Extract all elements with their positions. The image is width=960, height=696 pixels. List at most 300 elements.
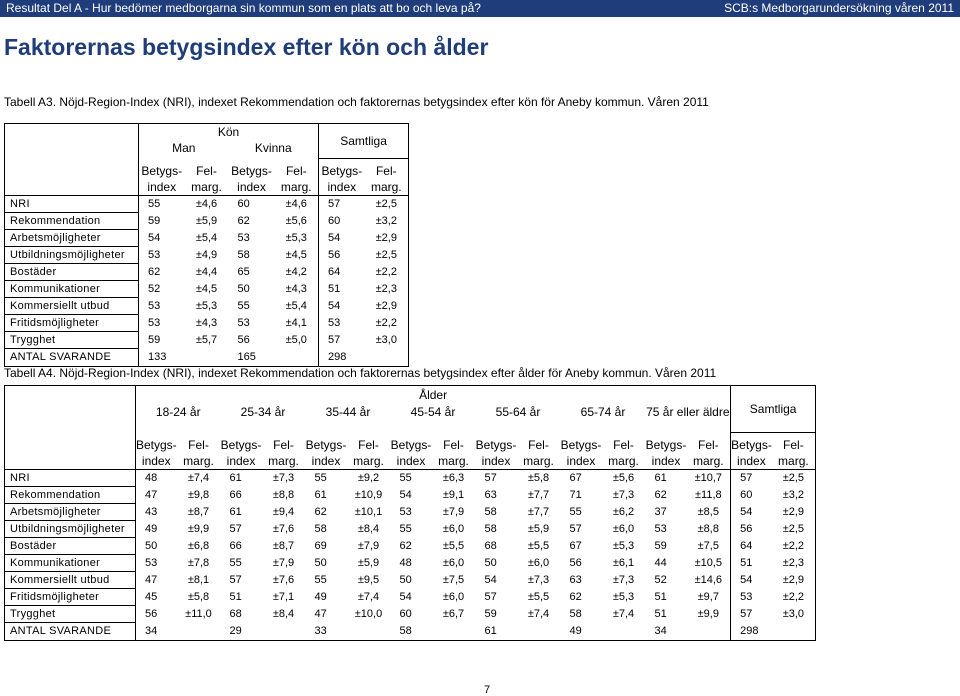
index-value: 51 bbox=[654, 591, 667, 603]
subheader-line: Betygs- bbox=[305, 437, 347, 452]
subheader-line: Fel- bbox=[285, 163, 307, 178]
index-value: 68 bbox=[484, 540, 497, 552]
subheader-line: Fel- bbox=[697, 437, 719, 452]
margin-value bbox=[365, 349, 409, 367]
index-value: 49 bbox=[136, 521, 177, 538]
index-value: 60 bbox=[319, 213, 365, 230]
table-corner bbox=[5, 124, 139, 196]
margin-value: ±6,3 bbox=[442, 472, 465, 484]
margin-value: ±9,1 bbox=[442, 489, 465, 501]
table-row bbox=[5, 264, 409, 281]
index-value: 29 bbox=[221, 623, 262, 641]
table-row bbox=[5, 195, 409, 213]
row-label: Trygghet bbox=[5, 332, 139, 349]
index-value: 51 bbox=[319, 281, 365, 298]
index-value: 57 bbox=[484, 472, 497, 484]
group-header: Ålder bbox=[136, 386, 731, 405]
subheader-felmarg bbox=[177, 432, 221, 469]
row-label: Rekommendation bbox=[5, 213, 139, 230]
row-label: Arbetsmöjligheter bbox=[5, 504, 136, 521]
subheader-line: Fel- bbox=[358, 437, 379, 452]
group-name: 45-54 år bbox=[410, 405, 456, 419]
index-value: 61 bbox=[314, 489, 327, 501]
margin-value: ±10,7 bbox=[694, 472, 723, 484]
margin-value: ±7,7 bbox=[527, 489, 550, 501]
index-value: 53 bbox=[237, 232, 250, 244]
subheader-line: index bbox=[566, 453, 596, 468]
table-row bbox=[5, 521, 816, 538]
index-value: 50 bbox=[237, 283, 250, 295]
index-value: 54 bbox=[731, 572, 772, 589]
subheader-line: Fel- bbox=[188, 437, 209, 452]
index-value: 54 bbox=[399, 591, 412, 603]
index-value: 58 bbox=[484, 506, 497, 518]
table-row bbox=[5, 247, 409, 264]
subheader-line: Fel- bbox=[196, 163, 217, 178]
header-left-text: Resultat Del A - Hur bedömer medborgarna sin kommun som en plats att bo och leva på? bbox=[6, 1, 481, 15]
subheader-line: index bbox=[237, 179, 266, 194]
subheader-line: index bbox=[651, 453, 681, 468]
index-value: 59 bbox=[139, 332, 185, 349]
index-value: 62 bbox=[314, 506, 327, 518]
margin-value: ±7,4 bbox=[527, 608, 550, 620]
group-name: Man bbox=[139, 140, 229, 158]
margin-value: ±8,1 bbox=[187, 574, 210, 586]
index-value: 62 bbox=[237, 215, 250, 227]
margin-value: ±2,2 bbox=[772, 589, 816, 606]
index-value: 51 bbox=[731, 555, 772, 572]
group-name: 35-44 år bbox=[325, 405, 371, 419]
row-label: Rekommendation bbox=[5, 487, 136, 504]
table-row bbox=[5, 572, 816, 589]
subheader-felmarg bbox=[275, 158, 319, 195]
subheader-betygsindex bbox=[646, 432, 687, 469]
margin-value: ±8,8 bbox=[272, 489, 295, 501]
margin-value: ±6,0 bbox=[527, 557, 550, 569]
subheader-felmarg bbox=[517, 432, 561, 469]
index-value: 50 bbox=[399, 574, 412, 586]
margin-value: ±2,2 bbox=[772, 538, 816, 555]
margin-value: ±3,2 bbox=[772, 487, 816, 504]
margin-value bbox=[177, 623, 221, 641]
index-value: 48 bbox=[136, 469, 177, 487]
index-value: 58 bbox=[484, 523, 497, 535]
index-value: 57 bbox=[319, 195, 365, 213]
margin-value: ±7,4 bbox=[187, 472, 210, 484]
margin-value: ±7,6 bbox=[272, 523, 295, 535]
table-row bbox=[5, 315, 409, 332]
subheader-line: Betygs- bbox=[136, 437, 177, 452]
margin-value: ±7,5 bbox=[442, 574, 465, 586]
margin-value bbox=[517, 623, 561, 641]
subheader-line: marg. bbox=[183, 453, 214, 468]
page-number: 7 bbox=[484, 684, 491, 696]
table-a4-caption: Tabell A4. Nöjd-Region-Index (NRI), indexet Rekommendation och faktorernas betygsindex efter ålder för Aneby kommun. Våren 2011 bbox=[4, 366, 717, 380]
index-value: 58 bbox=[391, 623, 432, 641]
table-row bbox=[5, 504, 816, 521]
margin-value: ±5,5 bbox=[442, 540, 465, 552]
index-value: 58 bbox=[237, 249, 250, 261]
index-value: 54 bbox=[319, 230, 365, 247]
index-value: 53 bbox=[731, 589, 772, 606]
margin-value bbox=[772, 623, 816, 641]
index-value: 66 bbox=[229, 489, 242, 501]
index-value: 66 bbox=[229, 540, 242, 552]
index-value: 53 bbox=[139, 247, 185, 264]
margin-value: ±7,3 bbox=[527, 574, 550, 586]
margin-value: ±4,1 bbox=[285, 317, 307, 329]
margin-value: ±8,7 bbox=[187, 506, 210, 518]
margin-value: ±5,9 bbox=[527, 523, 550, 535]
margin-value: ±2,9 bbox=[772, 504, 816, 521]
margin-value: ±5,3 bbox=[612, 591, 635, 603]
row-label: Trygghet bbox=[5, 606, 136, 623]
table-row bbox=[5, 487, 816, 504]
table-a4 bbox=[4, 385, 816, 641]
subheader-felmarg bbox=[262, 432, 306, 469]
row-label: Kommunikationer bbox=[5, 555, 136, 572]
header-right-text: SCB:s Medborgarundersökning våren 2011 bbox=[724, 1, 954, 15]
margin-value bbox=[185, 349, 229, 367]
margin-value: ±11,8 bbox=[695, 489, 722, 501]
table-a3-caption: Tabell A3. Nöjd-Region-Index (NRI), indexet Rekommendation och faktorernas betygsindex efter kön för Aneby kommun. Våren 2011 bbox=[4, 95, 709, 109]
index-value: 61 bbox=[229, 506, 242, 518]
table-row bbox=[5, 298, 409, 315]
total-header: Samtliga bbox=[319, 124, 409, 159]
margin-value: ±9,9 bbox=[697, 608, 719, 620]
margin-value: ±2,9 bbox=[772, 572, 816, 589]
row-label: Kommersiellt utbud bbox=[5, 572, 136, 589]
margin-value: ±2,9 bbox=[365, 298, 409, 315]
margin-value: ±5,8 bbox=[187, 591, 210, 603]
margin-value: ±11,0 bbox=[185, 608, 212, 620]
margin-value: ±6,0 bbox=[442, 557, 465, 569]
margin-value: ±7,8 bbox=[187, 557, 210, 569]
margin-value: ±8,8 bbox=[697, 523, 719, 535]
subheader-betygsindex bbox=[319, 158, 365, 195]
index-value: 47 bbox=[136, 487, 177, 504]
index-value: 54 bbox=[399, 489, 412, 501]
table-row bbox=[5, 555, 816, 572]
index-value: 53 bbox=[136, 555, 177, 572]
margin-value: ±4,3 bbox=[285, 283, 307, 295]
margin-value: ±6,2 bbox=[612, 506, 635, 518]
margin-value: ±14,6 bbox=[694, 574, 723, 586]
index-value: 43 bbox=[136, 504, 177, 521]
index-value: 53 bbox=[399, 506, 412, 518]
index-value: 55 bbox=[569, 506, 582, 518]
index-value: 51 bbox=[654, 608, 667, 620]
group-name: Kvinna bbox=[254, 141, 292, 155]
subheader-line: Fel- bbox=[783, 437, 804, 452]
index-value: 60 bbox=[399, 608, 412, 620]
margin-value: ±9,7 bbox=[697, 591, 719, 603]
subheader-line: marg. bbox=[692, 453, 724, 468]
margin-value: ±4,6 bbox=[285, 198, 307, 210]
table-row bbox=[5, 349, 409, 367]
margin-value bbox=[602, 623, 646, 641]
margin-value: ±4,6 bbox=[195, 198, 218, 210]
index-value: 64 bbox=[731, 538, 772, 555]
subheader-betygsindex bbox=[731, 432, 772, 469]
index-value: 55 bbox=[314, 472, 327, 484]
index-value: 55 bbox=[399, 472, 412, 484]
margin-value bbox=[432, 623, 476, 641]
index-value: 64 bbox=[319, 264, 365, 281]
row-label: Bostäder bbox=[5, 264, 139, 281]
index-value: 61 bbox=[654, 472, 667, 484]
margin-value: ±2,5 bbox=[772, 521, 816, 538]
index-value: 71 bbox=[569, 489, 582, 501]
index-value: 56 bbox=[319, 247, 365, 264]
subheader-line: Betygs- bbox=[141, 163, 183, 178]
subheader-betygsindex bbox=[136, 432, 177, 469]
row-label: ANTAL SVARANDE bbox=[5, 349, 139, 367]
index-value: 67 bbox=[569, 472, 582, 484]
subheader-betygsindex bbox=[229, 158, 275, 195]
index-value: 53 bbox=[237, 317, 250, 329]
index-value: 55 bbox=[399, 523, 412, 535]
index-value: 68 bbox=[229, 608, 242, 620]
index-value: 65 bbox=[237, 266, 250, 278]
margin-value: ±4,4 bbox=[195, 266, 218, 278]
index-value: 133 bbox=[139, 349, 185, 367]
margin-value: ±7,9 bbox=[442, 506, 465, 518]
subheader-betygsindex bbox=[561, 432, 602, 469]
index-value: 63 bbox=[569, 574, 582, 586]
index-value: 55 bbox=[314, 574, 327, 586]
subheader-betygsindex bbox=[221, 432, 262, 469]
index-value: 34 bbox=[646, 623, 687, 641]
subheader-felmarg bbox=[602, 432, 646, 469]
margin-value: ±5,3 bbox=[285, 232, 307, 244]
subheader-line: Betygs- bbox=[220, 437, 262, 452]
index-value: 51 bbox=[229, 591, 242, 603]
index-value: 57 bbox=[484, 591, 497, 603]
index-value: 44 bbox=[654, 557, 667, 569]
subheader-felmarg bbox=[687, 432, 731, 469]
margin-value: ±7,3 bbox=[612, 489, 635, 501]
margin-value: ±8,5 bbox=[697, 506, 719, 518]
margin-value bbox=[687, 623, 731, 641]
margin-value: ±5,0 bbox=[285, 334, 307, 346]
index-value: 50 bbox=[314, 557, 327, 569]
margin-value: ±6,0 bbox=[442, 591, 465, 603]
index-value: 50 bbox=[136, 538, 177, 555]
group-name: 75 år eller äldre bbox=[646, 405, 730, 419]
subheader-betygsindex bbox=[391, 432, 432, 469]
margin-value: ±6,7 bbox=[442, 608, 465, 620]
table-row bbox=[5, 606, 816, 623]
margin-value: ±9,5 bbox=[357, 574, 380, 586]
margin-value: ±8,7 bbox=[272, 540, 295, 552]
margin-value: ±7,6 bbox=[272, 574, 295, 586]
margin-value: ±4,9 bbox=[195, 249, 218, 261]
row-label: Kommunikationer bbox=[5, 281, 139, 298]
subheader-line: Fel- bbox=[273, 437, 294, 452]
index-value: 47 bbox=[314, 608, 327, 620]
index-value: 298 bbox=[731, 623, 772, 641]
index-value: 56 bbox=[569, 557, 582, 569]
subheader-felmarg bbox=[347, 432, 391, 469]
margin-value: ±5,9 bbox=[357, 557, 380, 569]
index-value: 57 bbox=[229, 523, 242, 535]
index-value: 60 bbox=[237, 198, 250, 210]
page-header-bar bbox=[0, 0, 960, 17]
page-title: Faktorernas betygsindex efter kön och ålder bbox=[4, 34, 489, 60]
index-value: 57 bbox=[731, 469, 772, 487]
subheader-line: index bbox=[141, 453, 171, 468]
subheader-line: marg. bbox=[523, 453, 554, 468]
margin-value: ±7,7 bbox=[527, 506, 550, 518]
group-name: 18-24 år bbox=[136, 404, 221, 432]
subheader-line: marg. bbox=[608, 453, 639, 468]
margin-value: ±5,4 bbox=[195, 232, 218, 244]
index-value: 57 bbox=[569, 523, 582, 535]
index-value: 50 bbox=[484, 557, 497, 569]
index-value: 55 bbox=[229, 557, 242, 569]
margin-value: ±2,5 bbox=[365, 247, 409, 264]
subheader-felmarg bbox=[432, 432, 476, 469]
index-value: 56 bbox=[136, 606, 177, 623]
margin-value: ±5,3 bbox=[195, 300, 218, 312]
margin-value bbox=[347, 623, 391, 641]
subheader-betygsindex bbox=[139, 158, 185, 195]
subheader-line: Betygs- bbox=[321, 163, 363, 178]
table-row bbox=[5, 332, 409, 349]
margin-value: ±9,8 bbox=[187, 489, 210, 501]
row-label: Fritidsmöjligheter bbox=[5, 589, 136, 606]
index-value: 54 bbox=[484, 574, 497, 586]
row-label: Utbildningsmöjligheter bbox=[5, 247, 139, 264]
group-name: 65-74 år bbox=[580, 405, 626, 419]
margin-value: ±4,3 bbox=[195, 317, 218, 329]
subheader-line: marg. bbox=[438, 453, 469, 468]
subheader-line: Fel- bbox=[528, 437, 549, 452]
index-value: 59 bbox=[139, 213, 185, 230]
margin-value: ±6,1 bbox=[612, 557, 635, 569]
index-value: 59 bbox=[654, 540, 667, 552]
index-value: 58 bbox=[314, 523, 327, 535]
margin-value: ±5,9 bbox=[195, 215, 218, 227]
index-value: 48 bbox=[399, 557, 412, 569]
margin-value: ±10,9 bbox=[354, 489, 383, 501]
row-label: Arbetsmöjligheter bbox=[5, 230, 139, 247]
margin-value: ±7,3 bbox=[612, 574, 635, 586]
subheader-line: Betygs- bbox=[231, 163, 272, 178]
subheader-line: Fel- bbox=[613, 437, 634, 452]
row-label: Fritidsmöjligheter bbox=[5, 315, 139, 332]
margin-value: ±5,7 bbox=[195, 334, 218, 346]
subheader-line: index bbox=[327, 179, 357, 194]
row-label: Utbildningsmöjligheter bbox=[5, 521, 136, 538]
index-value: 69 bbox=[314, 540, 327, 552]
index-value: 53 bbox=[139, 315, 185, 332]
margin-value: ±6,8 bbox=[187, 540, 210, 552]
subheader-line: Betygs- bbox=[731, 437, 772, 452]
subheader-line: marg. bbox=[268, 453, 299, 468]
index-value: 57 bbox=[731, 606, 772, 623]
subheader-line: marg. bbox=[353, 453, 384, 468]
index-value: 45 bbox=[136, 589, 177, 606]
margin-value: ±5,5 bbox=[527, 540, 550, 552]
index-value: 57 bbox=[229, 574, 242, 586]
margin-value: ±7,3 bbox=[272, 472, 295, 484]
group-name: 55-64 år bbox=[495, 405, 541, 419]
margin-value: ±2,5 bbox=[365, 195, 409, 213]
margin-value: ±8,4 bbox=[357, 523, 380, 535]
index-value: 56 bbox=[237, 334, 250, 346]
subheader-line: index bbox=[396, 453, 426, 468]
index-value: 53 bbox=[654, 523, 667, 535]
margin-value: ±2,2 bbox=[365, 315, 409, 332]
index-value: 62 bbox=[139, 264, 185, 281]
index-value: 34 bbox=[136, 623, 177, 641]
row-label: NRI bbox=[5, 195, 139, 213]
index-value: 33 bbox=[306, 623, 347, 641]
margin-value: ±7,9 bbox=[272, 557, 295, 569]
index-value: 49 bbox=[314, 591, 327, 603]
group-header: Kön bbox=[139, 124, 319, 141]
subheader-line: marg. bbox=[370, 179, 402, 194]
index-value: 54 bbox=[319, 298, 365, 315]
margin-value: ±5,6 bbox=[612, 472, 635, 484]
index-value: 58 bbox=[569, 608, 582, 620]
index-value: 62 bbox=[399, 540, 412, 552]
subheader-line: index bbox=[737, 453, 766, 468]
table-row bbox=[5, 469, 816, 487]
subheader-line: Betygs- bbox=[560, 437, 602, 452]
index-value: 37 bbox=[654, 506, 667, 518]
margin-value: ±5,3 bbox=[612, 540, 635, 552]
margin-value: ±4,2 bbox=[285, 266, 307, 278]
index-value: 55 bbox=[139, 195, 185, 213]
margin-value: ±5,5 bbox=[527, 591, 550, 603]
subheader-line: Betygs- bbox=[475, 437, 517, 452]
index-value: 53 bbox=[139, 298, 185, 315]
index-value: 54 bbox=[139, 230, 185, 247]
index-value: 49 bbox=[561, 623, 602, 641]
margin-value: ±5,6 bbox=[285, 215, 307, 227]
margin-value: ±2,9 bbox=[365, 230, 409, 247]
margin-value: ±9,4 bbox=[272, 506, 295, 518]
index-value: 59 bbox=[484, 608, 497, 620]
margin-value: ±7,1 bbox=[272, 591, 295, 603]
subheader-betygsindex bbox=[306, 432, 347, 469]
index-value: 298 bbox=[319, 349, 365, 367]
subheader-line: index bbox=[226, 453, 256, 468]
margin-value: ±10,1 bbox=[354, 506, 383, 518]
margin-value bbox=[262, 623, 306, 641]
table-row bbox=[5, 538, 816, 555]
index-value: 61 bbox=[229, 472, 242, 484]
row-label: NRI bbox=[5, 469, 136, 487]
total-header: Samtliga bbox=[731, 386, 816, 433]
index-value: 56 bbox=[731, 521, 772, 538]
index-value: 165 bbox=[229, 349, 275, 367]
subheader-felmarg bbox=[772, 432, 816, 469]
index-value: 53 bbox=[319, 315, 365, 332]
margin-value: ±9,2 bbox=[357, 472, 380, 484]
subheader-line: marg. bbox=[778, 453, 809, 468]
margin-value: ±8,4 bbox=[272, 608, 295, 620]
index-value: 62 bbox=[654, 489, 667, 501]
margin-value: ±2,3 bbox=[772, 555, 816, 572]
index-value: 54 bbox=[731, 504, 772, 521]
table-row bbox=[5, 623, 816, 641]
subheader-line: Betygs- bbox=[390, 437, 432, 452]
subheader-line: Fel- bbox=[375, 163, 397, 178]
